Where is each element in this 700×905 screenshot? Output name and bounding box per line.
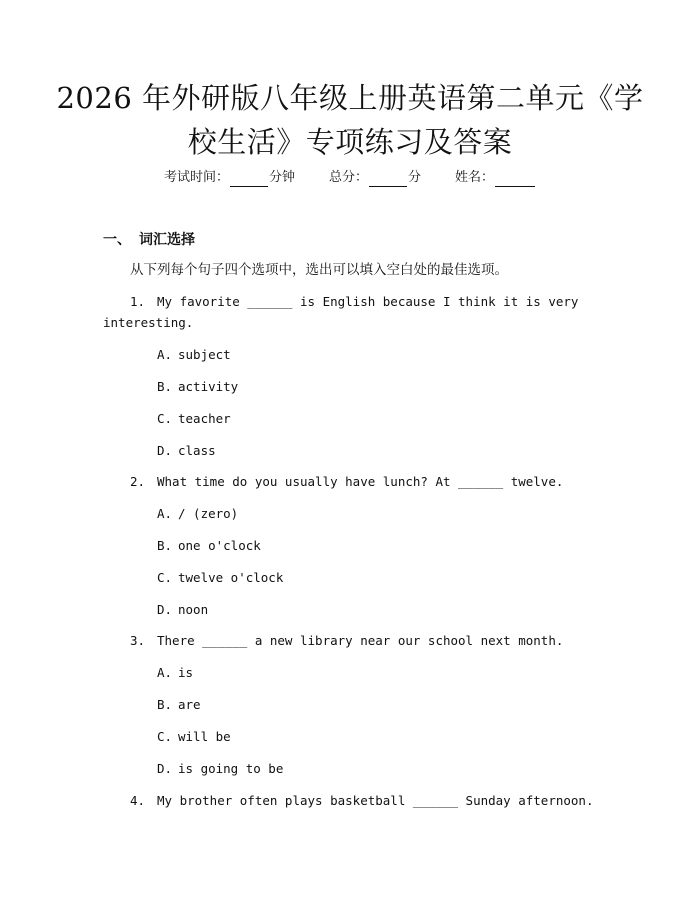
question-number: 3. <box>130 633 146 648</box>
question-2-option-b[interactable] <box>157 535 261 556</box>
option-letter: A. <box>157 347 173 362</box>
exam-time-unit: 分钟 <box>268 170 295 185</box>
option-text: subject <box>178 347 231 362</box>
section-number: 一、 <box>103 232 131 248</box>
option-letter: A. <box>157 665 173 680</box>
document-title-line-2: 校生活》专项练习及答案 <box>187 125 513 159</box>
question-2 <box>130 471 563 492</box>
question-2-option-c[interactable] <box>157 567 283 588</box>
question-1-option-a[interactable] <box>157 344 231 365</box>
student-name-blank[interactable] <box>495 172 535 187</box>
question-2-option-d[interactable] <box>157 599 208 620</box>
option-text: twelve o'clock <box>178 570 284 585</box>
exam-time-blank[interactable] <box>230 172 268 187</box>
exam-time-label: 考试时间： <box>163 170 229 185</box>
option-letter: C. <box>157 411 173 426</box>
document-title-line-1: 2026 年外研版八年级上册英语第二单元《学 <box>56 81 644 115</box>
question-3-option-b[interactable] <box>157 694 201 715</box>
student-name-field <box>455 169 536 187</box>
section-heading <box>103 231 195 249</box>
option-text: one o'clock <box>178 538 261 553</box>
option-letter: C. <box>157 570 173 585</box>
question-3-option-a[interactable] <box>157 662 193 683</box>
total-score-unit: 分 <box>408 170 422 185</box>
option-text: / (zero) <box>178 506 239 521</box>
option-letter: D. <box>157 761 173 776</box>
total-score-field <box>329 169 421 187</box>
option-letter: B. <box>157 538 173 553</box>
question-text: There ______ a new library near our school next month. <box>157 633 564 648</box>
section-instruction: 从下列每个句子四个选项中，选出可以填入空白处的最佳选项。 <box>130 262 508 278</box>
question-1-option-b[interactable] <box>157 376 238 397</box>
option-text: activity <box>178 379 239 394</box>
option-text: will be <box>178 729 231 744</box>
student-name-label: 姓名： <box>455 170 495 185</box>
question-3 <box>130 630 563 651</box>
section-title: 词汇选择 <box>139 232 195 248</box>
question-3-option-d[interactable] <box>157 758 283 779</box>
question-3-option-c[interactable] <box>157 726 231 747</box>
question-4 <box>130 790 594 811</box>
option-letter: D. <box>157 602 173 617</box>
question-text: My favorite ______ is English because I think it is very <box>157 294 579 309</box>
option-letter: C. <box>157 729 173 744</box>
option-letter: D. <box>157 443 173 458</box>
question-number: 1. <box>130 294 146 309</box>
question-number: 4. <box>130 793 146 808</box>
option-text: is <box>178 665 194 680</box>
option-text: are <box>178 697 201 712</box>
question-text: What time do you usually have lunch? At ______ twelve. <box>157 474 564 489</box>
question-1-option-c[interactable] <box>157 408 231 429</box>
question-2-option-a[interactable] <box>157 503 238 524</box>
option-text: is going to be <box>178 761 284 776</box>
exam-time-field <box>164 169 295 187</box>
question-text: My brother often plays basketball ______ Sunday afternoon. <box>157 793 594 808</box>
question-1 <box>130 291 578 312</box>
option-letter: A. <box>157 506 173 521</box>
option-letter: B. <box>157 697 173 712</box>
total-score-label: 总分： <box>328 170 368 185</box>
option-text: noon <box>178 602 209 617</box>
question-1-option-d[interactable] <box>157 440 216 461</box>
option-text: class <box>178 443 216 458</box>
question-number: 2. <box>130 474 146 489</box>
total-score-blank[interactable] <box>369 172 407 187</box>
option-text: teacher <box>178 411 231 426</box>
question-1-continuation: interesting. <box>103 315 194 330</box>
exam-info <box>0 169 700 187</box>
option-letter: B. <box>157 379 173 394</box>
